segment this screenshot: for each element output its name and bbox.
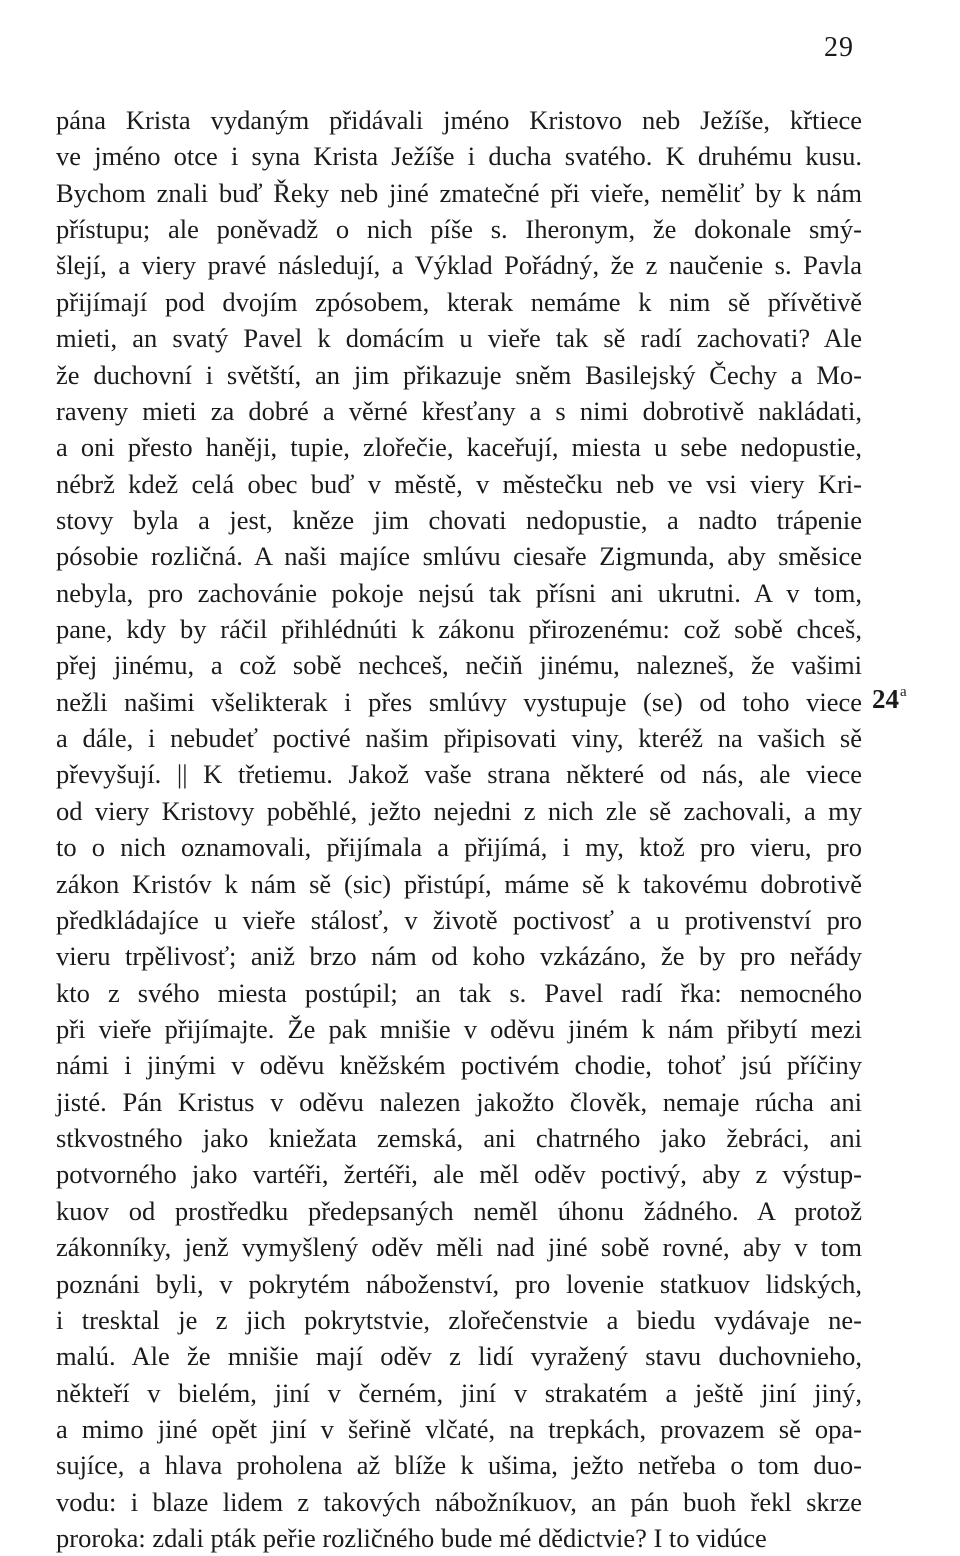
- text-line: předkládajíce u vieře stálosť, v životě poctivosť a u protivenství pro: [56, 904, 862, 935]
- margin-folio-note: [872, 684, 907, 715]
- text-line: potvorného jako vartéři, žertéři, ale měl oděv poctivý, aby z výstup-: [56, 1159, 862, 1190]
- text-line: i tresktal je z jich pokrytstvie, zlořečenstvie a biedu vydávaje ne-: [56, 1304, 862, 1335]
- text-line: někteří v bielém, jiní v černém, jiní v strakatém a ještě jiní jiný,: [56, 1377, 862, 1408]
- text-line: nebyla, pro zachovánie pokoje nejsú tak přísni ani ukrutni. A v tom,: [56, 577, 862, 608]
- text-line: kto z svého miesta postúpil; an tak s. Pavel radí řka: nemocného: [56, 977, 862, 1008]
- text-line: pána Krista vydaným přidávali jméno Kristovo neb Ježíše, křtiece: [56, 105, 862, 135]
- text-line: mieti, an svatý Pavel k domácím u vieře tak sě radí zachovati? Ale: [56, 323, 862, 354]
- text-line: pane, kdy by ráčil přihlédnúti k zákonu přirozenému: což sobě chceš,: [56, 614, 862, 645]
- text-line: malú. Ale že mnišie mají oděv z lidí vyražený stavu duchovnieho,: [56, 1341, 862, 1372]
- text-line: při vieře přijímajte. Že pak mnišie v oděvu jiném k nám přibytí mezi: [56, 1013, 862, 1044]
- text-line: sujíce, a hlava proholena až blíže k ušima, ježto netřeba o tom duo-: [56, 1450, 862, 1481]
- text-line: kuov od prostředku předepsaných neměl úhonu žádného. A protož: [56, 1195, 862, 1226]
- text-line: raveny mieti za dobré a věrné křesťany a s nimi dobrotivě nakládati,: [56, 395, 862, 426]
- text-line: poznáni byli, v pokrytém náboženství, pro lovenie statkuov lidských,: [56, 1268, 862, 1299]
- text-line: a mimo jiné opět jiní v šeřině vlčaté, na trepkách, provazem sě opa-: [56, 1413, 862, 1444]
- text-line: ve jméno otce i syna Krista Ježíše i ducha svatého. K druhému kusu.: [56, 141, 862, 172]
- text-line: zákonníky, jenž vymyšlený oděv měli nad jiné sobě rovné, aby v tom: [56, 1232, 862, 1263]
- margin-folio-suffix: a: [900, 684, 907, 700]
- text-line: že duchovní i světští, an jim přikazuje sněm Basilejský Čechy a Mo-: [56, 359, 862, 390]
- page-number: 29: [824, 32, 854, 63]
- text-line: přístupu; ale poněvadž o nich píše s. Iheronym, že dokonale smý-: [56, 214, 862, 245]
- body-text: [56, 102, 862, 1556]
- text-line: proroka: zdali pták peřie rozličného bude mé dědictvie? I to vidúce: [56, 1523, 767, 1554]
- text-line: převyšují. || K třetiemu. Jakož vaše strana některé od nás, ale viece: [56, 759, 862, 790]
- text-line: vodu: i blaze lidem z takových nábožníkuov, an pán buoh řekl skrze: [56, 1486, 862, 1517]
- text-line: a oni přesto haněji, tupie, zlořečie, kaceřují, miesta u sebe nedopustie,: [56, 432, 862, 463]
- text-line: přej jinému, a což sobě nechceš, nečiň jinému, nalezneš, že vašimi: [56, 650, 862, 681]
- text-line: zákon Kristóv k nám sě (sic) přistúpí, máme sě k takovému dobrotivě: [56, 868, 862, 899]
- text-line: námi i jinými v oděvu kněžském poctivém chodie, tohoť jsú příčiny: [56, 1050, 862, 1081]
- text-line: přijímají pod dvojím zpósobem, kterak nemáme k nim sě přívětivě: [56, 286, 862, 317]
- text-line: stkvostného jako kniežata zemská, ani chatrného jako žebráci, ani: [56, 1123, 862, 1154]
- margin-folio-number: 24: [872, 684, 899, 714]
- text-line: pósobie rozličná. A naši majíce smlúvu ciesaře Zigmunda, aby směsice: [56, 541, 862, 572]
- text-line: a dále, i nebudeť poctivé našim připisovati viny, kteréž na vašich sě: [56, 723, 862, 754]
- text-line: to o nich oznamovali, přijímala a přijímá, i my, ktož pro vieru, pro: [56, 832, 862, 863]
- text-line: vieru trpělivosť; aniž brzo nám od koho vzkázáno, že by pro neřády: [56, 941, 862, 972]
- text-line: Bychom znali buď Řeky neb jiné zmatečné při vieře, neměliť by k nám: [56, 177, 862, 208]
- text-line: stovy byla a jest, kněze jim chovati nedopustie, a nadto trápenie: [56, 504, 862, 535]
- text-line: jisté. Pán Kristus v oděvu nalezen jakožto člověk, nemaje rúcha ani: [56, 1086, 862, 1117]
- text-line: šlejí, a viery pravé následují, a Výklad Pořádný, že z naučenie s. Pavla: [56, 250, 862, 281]
- text-line: nébrž kdež celá obec buď v městě, v městečku neb ve vsi viery Kri-: [56, 468, 862, 499]
- text-line: nežli našimi všelikterak i přes smlúvy vystupuje (se) od toho viece: [56, 686, 862, 717]
- text-line: od viery Kristovy poběhlé, ježto nejedni z nich zle sě zachovali, a my: [56, 795, 862, 826]
